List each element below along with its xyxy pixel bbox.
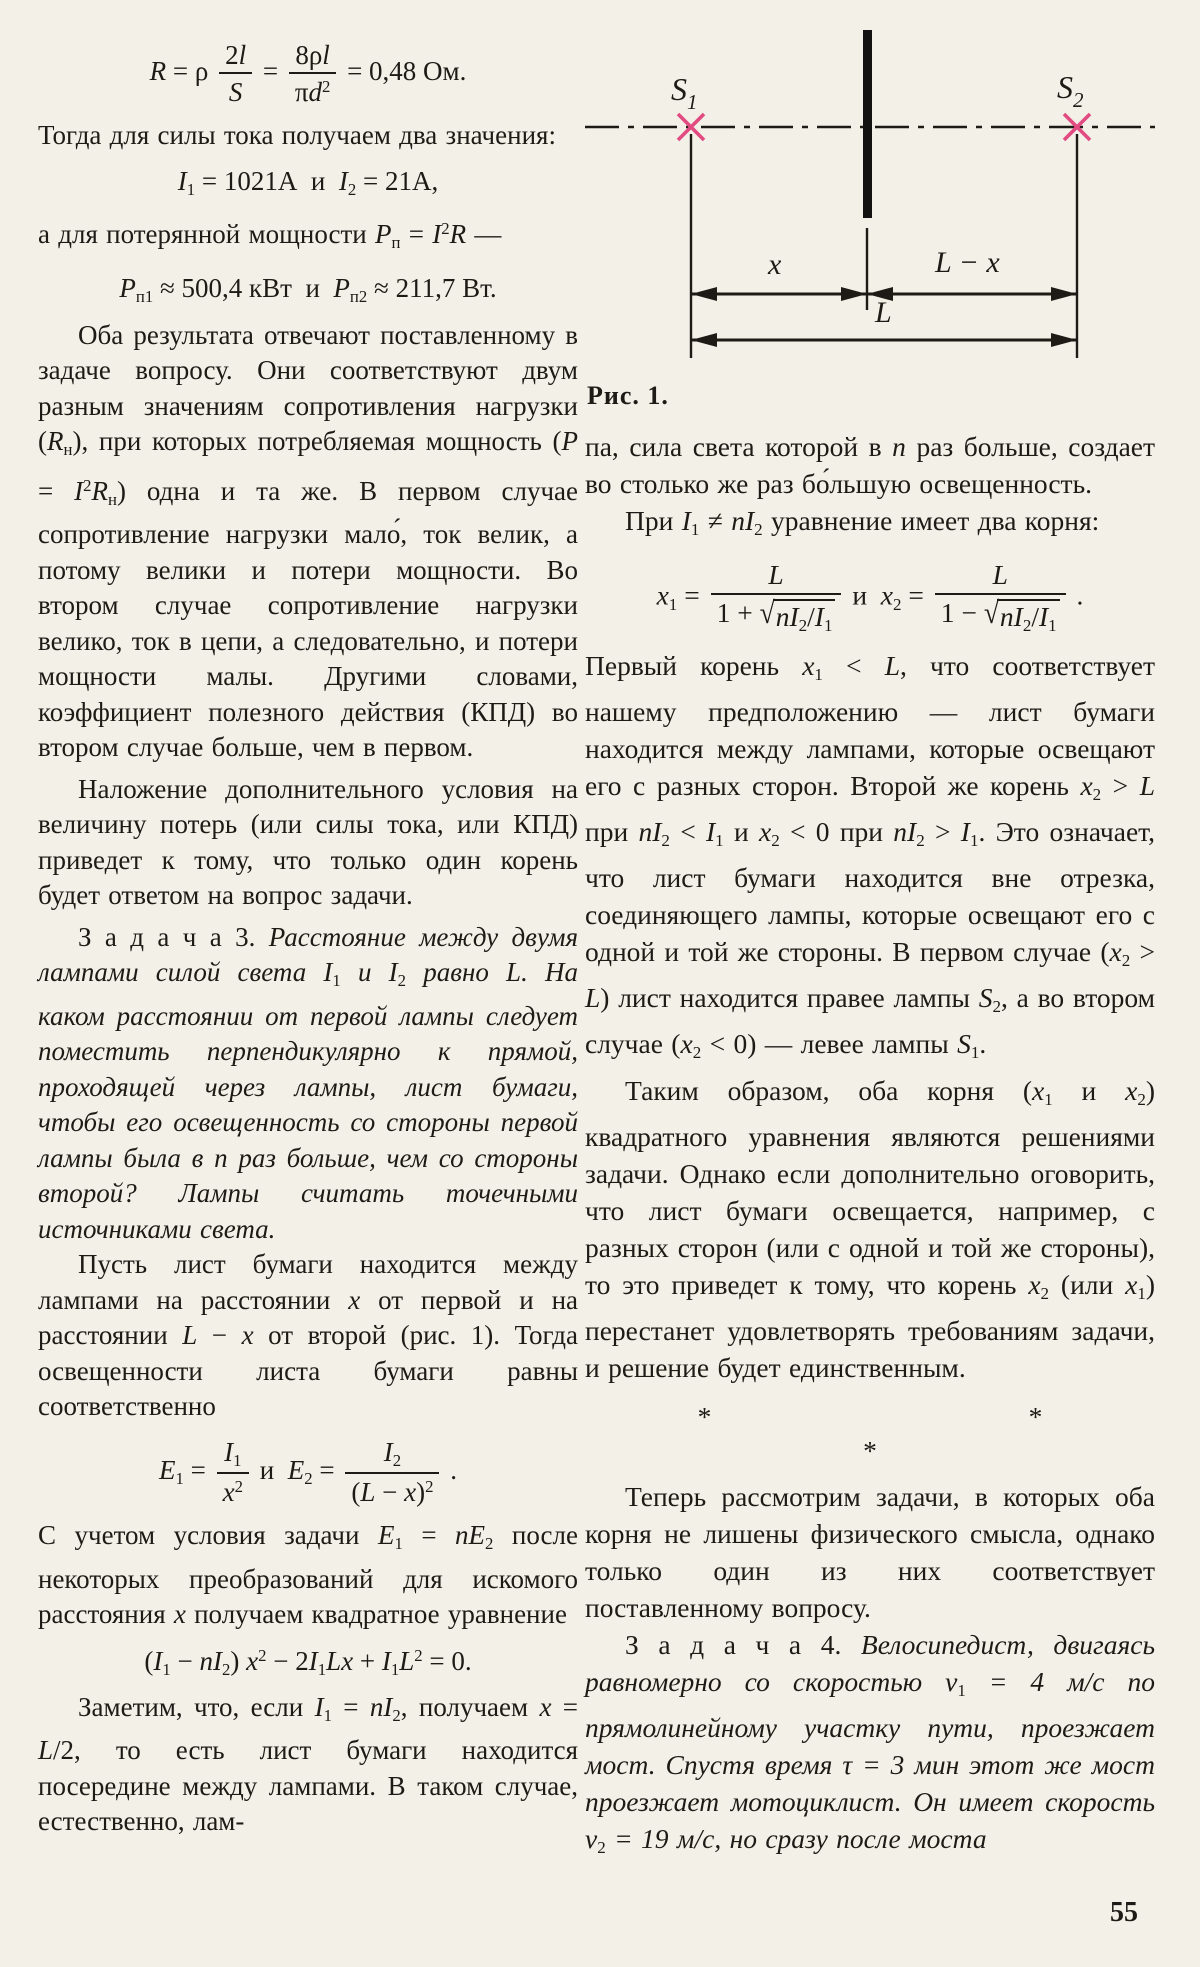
dimension-l-label: L	[875, 296, 892, 329]
paragraph: С учетом условия задачи E1 = nE2 после некоторых преобразований для искомого расстояния x получаем квадратное уравнение	[38, 1519, 578, 1629]
paragraph: При I1 ≠ nI2 уравнение имеет два корня:	[625, 505, 1100, 540]
display-formula: E1 = $\frac{I1}{x^2}$ и E2 = $\frac{I2}{(L - x)^2}$ .	[159, 1436, 457, 1508]
left-column	[38, 28, 578, 1840]
dimension-x-arrow	[691, 287, 867, 301]
lamp-s1-label: $S_1$	[671, 71, 698, 114]
paper-sheet-bar	[863, 30, 872, 218]
lamp-s2-label: $S_2$	[1057, 69, 1084, 112]
display-formula: x1 = L 1 + √ nI2/I1 и x2 = L 1 − √ nI2/I1 .	[656, 559, 1084, 636]
paragraph: Заметим, что, если I1 = nI2, получаем x = L/2, то есть лист бумаги находится посередине между лампами. В таком случае, естественно, лам-	[38, 1691, 579, 1837]
paragraph: Тогда для силы тока получаем два значения:	[38, 119, 556, 150]
figure-1-drawing	[585, 22, 1155, 362]
display-formula: Pп1 ≈ 500,4 кВт и Pп2 ≈ 211,7 Вт.	[119, 273, 497, 307]
paragraph: Наложение дополнительного условия на величину потерь (или силы тока, или КПД) приведет к тому, что только один корень будет ответом на вопрос задачи.	[38, 773, 578, 911]
paragraph: па, сила света которой в n раз больше, создает во столько же раз бо́льшую освещенность.	[585, 431, 1155, 499]
page-number: 55	[1110, 1897, 1138, 1928]
paragraph: Пусть лист бумаги находится между лампами на расстоянии x от первой и на расстоянии L − x от второй (рис. 1). Тогда освещенности листа бумаги равны соответственно	[38, 1249, 579, 1422]
right-column-text	[585, 428, 1155, 1866]
right-column	[585, 22, 1155, 1866]
paragraph: Таким образом, оба корня (x1 и x2) квадратного уравнения являются решениями задачи. Однако если дополнительно оговорить, что лист бумаги освещается, например, с разных сторон (или с одной и той же стороны), то это приведет к тому, что корень x2 (или x1) перестанет удовлетворять требованиям задачи, и решение будет единственным.	[585, 1074, 1156, 1383]
figure-caption: Рис. 1.	[587, 381, 669, 410]
dimension-l-arrow	[691, 333, 1077, 347]
display-formula: I1 = 1021А и I2 = 21А,	[177, 166, 439, 200]
paragraph: Первый корень x1 < L, что соответствует нашему предположению — лист бумаги находится между лампами, которые освещают его с разных сторон. Второй же корень x2 > L при nI2 < I1 и x2 < 0 при nI2 > I1. Это означает, что лист бумаги находится вне отрезка, соединяющего лампы, которые освещают его с одной и той же стороны. В первом случае (x2 > L) лист находится правее лампы S2, а во втором случае (x2 < 0) — левее лампы S1.	[585, 649, 1155, 1063]
dimension-lx-label: L − x	[935, 246, 1000, 279]
dimension-x-label: x	[768, 248, 782, 281]
display-formula: R = ρ $\frac{2l}{S}$ = $\frac{8\rho l}{\pi d^2}$ = 0,48 Ом.	[149, 40, 467, 108]
paragraph: а для потерянной мощности Pп = $I^2R$ —	[38, 218, 502, 252]
asterisk-separator: * * *	[697, 1400, 1043, 1466]
dimension-lx-arrow	[867, 287, 1077, 301]
paragraph: З а д а ч а 4. Велосипедист, двигаясь равномерно со скоростью v1 = 4 м/с по прямолинейному участку пути, проезжает мост. Спустя время τ = 3 мин этот же мост проезжает мотоциклист. Он имеет скорость v2 = 19 м/с, но сразу после моста	[585, 1628, 1155, 1857]
paragraph: З а д а ч а 3. Расстояние между двумя лампами силой света I1 и I2 равно L. На каком расстоянии от первой лампы следует поместить перпендикулярно к прямой, проходящей через лампы, лист бумаги, чтобы его освещенность со стороны первой лампы была в n раз больше, чем со стороны второй? Лампы считать точечными источниками света.	[38, 921, 579, 1244]
display-formula: (I1 − nI2) $x^2 - 2I1Lx + I1L^2 = 0$.	[144, 1645, 472, 1679]
figure-1	[585, 22, 1155, 414]
paragraph: Оба результата отвечают поставленному в задаче вопросу. Они соответствуют двум разным значениям сопротивления нагрузки (Rн), при которых потребляемая мощность $(P = I^2Rн)$ одна и та же. В первом случае сопротивление нагрузки мало́, ток велик, а потому велики и потери мощности. Во втором случае сопротивление нагрузки велико, ток в цепи, а следовательно, и потери мощности малы. Другими словами, коэффициент полезного действия (КПД) во втором случае больше, чем в первом.	[38, 319, 578, 763]
paragraph: Теперь рассмотрим задачи, в которых оба корня не лишены физического смысла, однако только один из них соответствует поставленному вопросу.	[585, 1480, 1155, 1623]
